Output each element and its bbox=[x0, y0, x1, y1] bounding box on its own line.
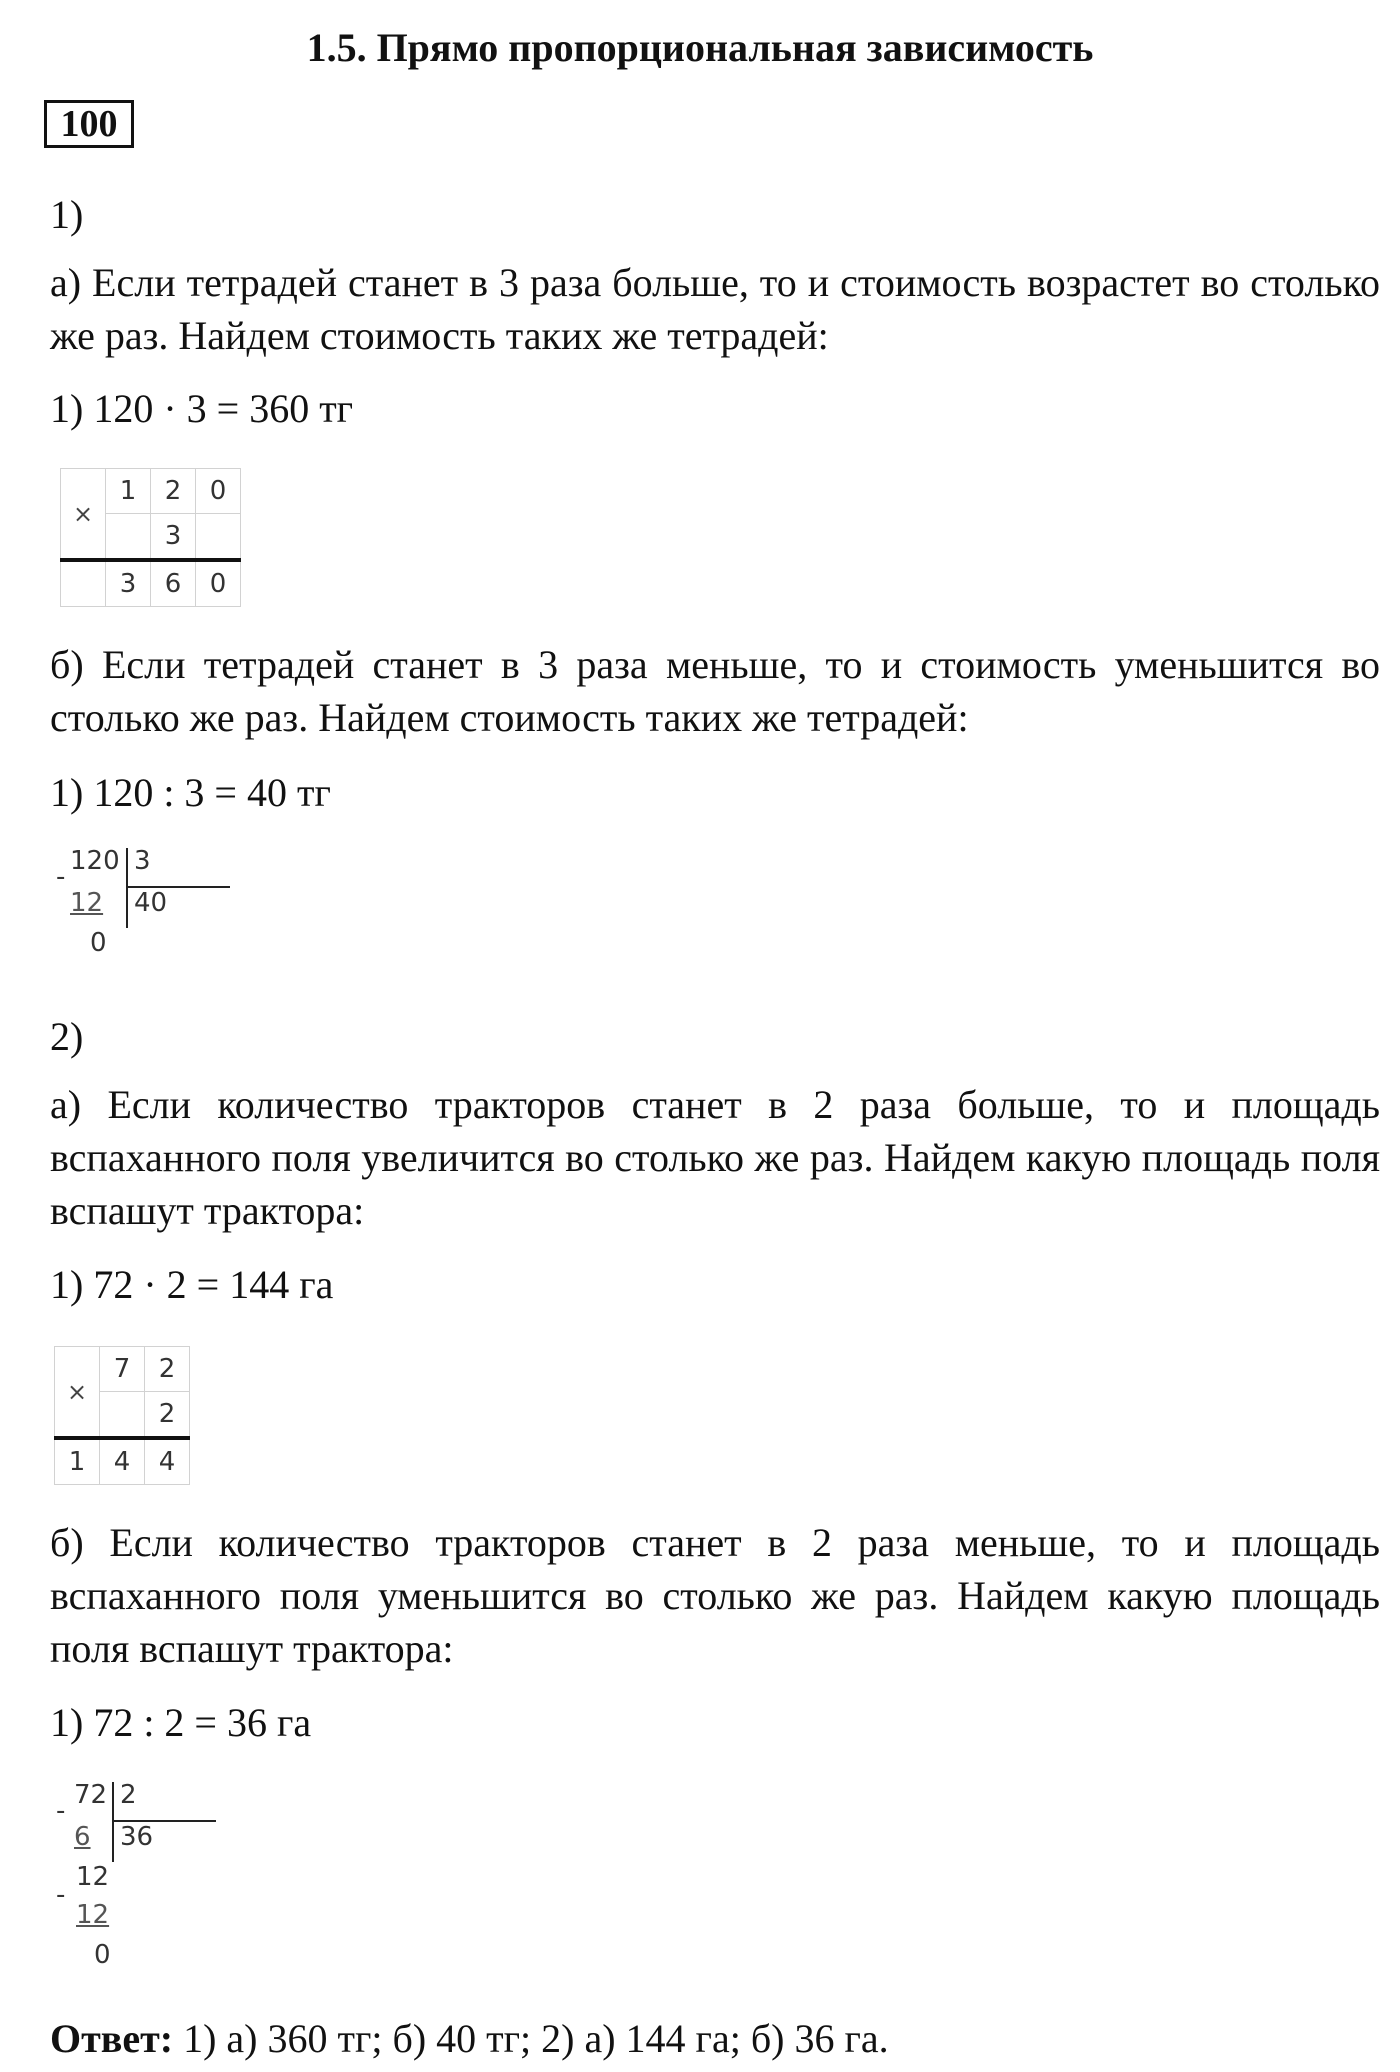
times-sign: × bbox=[55, 1347, 100, 1439]
times-sign: × bbox=[61, 469, 106, 561]
minus-sign: - bbox=[56, 862, 66, 892]
subtrahend: 6 bbox=[74, 1822, 91, 1852]
task-number: 100 bbox=[44, 100, 134, 148]
section-title: 1.5. Прямо пропорциональная зависимость bbox=[306, 25, 1094, 70]
digit: 6 bbox=[151, 560, 196, 607]
digit: 4 bbox=[145, 1438, 190, 1485]
digit: 4 bbox=[100, 1438, 145, 1485]
division-vertical-line bbox=[126, 848, 128, 928]
long-division-72-2 bbox=[56, 1780, 186, 1980]
minus-sign: - bbox=[56, 1880, 66, 1910]
part2-a-text: а) Если количество тракторов станет в 2 раза больше, то и площадь вспаханного поля увеличится во столько же раз. Найдем какую площадь поля вспашут трактора: bbox=[50, 1082, 1380, 1233]
subtrahend: 12 bbox=[70, 888, 104, 918]
digit: 0 bbox=[196, 469, 241, 514]
digit: 3 bbox=[106, 560, 151, 607]
digit bbox=[61, 560, 106, 607]
digit: 2 bbox=[151, 469, 196, 514]
subtrahend: 12 bbox=[76, 1900, 110, 1930]
division-vertical-line bbox=[112, 1782, 114, 1862]
digit bbox=[100, 1392, 145, 1439]
answer-line bbox=[50, 2012, 1380, 2065]
part1-b-formula: 1) 120 : 3 = 40 тг bbox=[50, 770, 331, 815]
quotient: 36 bbox=[120, 1822, 154, 1852]
digit bbox=[196, 514, 241, 561]
digit: 7 bbox=[100, 1347, 145, 1392]
quotient: 40 bbox=[134, 888, 168, 918]
part2-a-formula: 1) 72 · 2 = 144 га bbox=[50, 1262, 334, 1307]
multiplication-72x2 bbox=[54, 1346, 190, 1485]
answer-label: Ответ: bbox=[50, 2016, 174, 2061]
part1-a-text: а) Если тетрадей станет в 3 раза больше, то и стоимость возрастет во столько же раз. Найдем стоимость таких же тетрадей: bbox=[50, 260, 1380, 358]
intermediate-dividend: 12 bbox=[76, 1862, 110, 1892]
dividend: 72 bbox=[74, 1780, 108, 1810]
digit: 1 bbox=[106, 469, 151, 514]
remainder: 0 bbox=[94, 1940, 111, 1970]
digit: 0 bbox=[196, 560, 241, 607]
part1-b-text: б) Если тетрадей станет в 3 раза меньше, то и стоимость уменьшится во столько же раз. Найдем стоимость таких же тетрадей: bbox=[50, 642, 1380, 740]
digit: 3 bbox=[151, 514, 196, 561]
remainder: 0 bbox=[90, 928, 107, 958]
long-division-120-3 bbox=[56, 846, 186, 966]
part1-a-formula: 1) 120 · 3 = 360 тг bbox=[50, 386, 354, 431]
part2-b-formula: 1) 72 : 2 = 36 га bbox=[50, 1700, 312, 1745]
digit bbox=[106, 514, 151, 561]
minus-sign: - bbox=[56, 1796, 66, 1826]
dividend: 120 bbox=[70, 846, 120, 876]
digit: 1 bbox=[55, 1438, 100, 1485]
answer-text: 1) а) 360 тг; б) 40 тг; 2) а) 144 га; б) 36 га. bbox=[173, 2016, 889, 2061]
digit: 2 bbox=[145, 1392, 190, 1439]
part2-label: 2) bbox=[50, 1014, 84, 1059]
divisor: 2 bbox=[120, 1780, 137, 1810]
part2-b-text: б) Если количество тракторов станет в 2 раза меньше, то и площадь вспаханного поля уменьшится во столько же раз. Найдем какую площадь поля вспашут трактора: bbox=[50, 1520, 1380, 1671]
divisor: 3 bbox=[134, 846, 151, 876]
digit: 2 bbox=[145, 1347, 190, 1392]
multiplication-120x3 bbox=[60, 468, 241, 607]
part1-label: 1) bbox=[50, 192, 84, 237]
